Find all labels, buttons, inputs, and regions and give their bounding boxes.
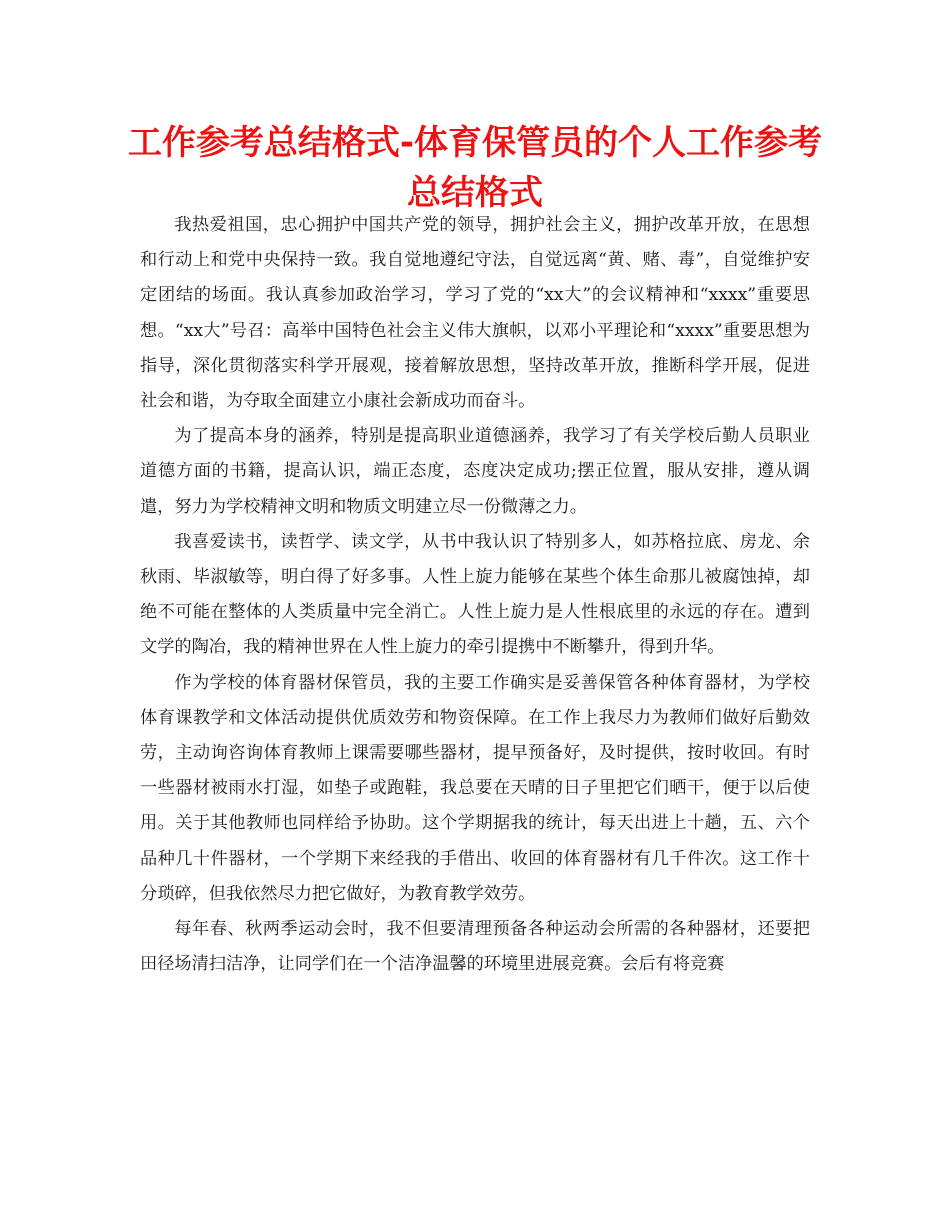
paragraph-5: 每年春、秋两季运动会时，我不但要清理预备各种运动会所需的各种器材，还要把田径场清扫洁净，让同学们在一个洁净温馨的环境里进展竞赛。会后有将竞赛 [140, 919, 810, 975]
paragraph-4: 作为学校的体育器材保管员，我的主要工作确实是妥善保管各种体育器材，为学校体育课教学和文体活动提供优质效劳和物资保障。在工作上我尽力为教师们做好后勤效劳，主动询咨询体育教师上课需要哪些器材，提早预备好，及时提供，按时收回。有时一些器材被雨水打湿，如垫子或跑鞋，我总要在天晴的日子里把它们晒干，便于以后使用。关于其他教师也同样给予协助。这个学期据我的统计，每天出进上十趟，五、六个品种几十件器材，一个学期下来经我的手借出、收回的体育器材有几千件次。这工作十分琐碎，但我依然尽力把它做好，为教育教学效劳。 [140, 672, 810, 904]
paragraph-3: 我喜爱读书，读哲学、读文学，从书中我认识了特别多人，如苏格拉底、房龙、余秋雨、毕淑敏等，明白得了好多事。人性上旋力能够在某些个体生命那儿被腐蚀掉，却绝不可能在整体的人类质量中完全消亡。人性上旋力是人性根底里的永远的存在。遭到文学的陶冶，我的精神世界在人性上旋力的牵引提携中不断攀升，得到升华。 [140, 531, 810, 658]
page-title: 工作参考总结格式-体育保管员的个人工作参考总结格式 [127, 123, 823, 213]
paragraph-2: 为了提高本身的涵养，特别是提高职业道德涵养，我学习了有关学校后勤人员职业道德方面的书籍，提高认识，端正态度，态度决定成功;摆正位置，服从安排，遵从调遣，努力为学校精神文明和物质文明建立尽一份微薄之力。 [140, 426, 810, 517]
document-body [140, 208, 810, 982]
paragraph-1: 我热爱祖国，忠心拥护中国共产党的领导，拥护社会主义，拥护改革开放，在思想和行动上和党中央保持一致。我自觉地遵纪守法，自觉远离“黄、赌、毒”，自觉维护安定团结的场面。我认真参加政治学习，学习了党的“xx大”的会议精神和“xxxx”重要思想。“xx大”号召：高举中国特色社会主义伟大旗帜，以邓小平理论和“xxxx”重要思想为指导，深化贯彻落实科学开展观，接着解放思想，坚持改革开放，推断科学开展，促进社会和谐，为夺取全面建立小康社会新成功而奋斗。 [140, 215, 810, 412]
